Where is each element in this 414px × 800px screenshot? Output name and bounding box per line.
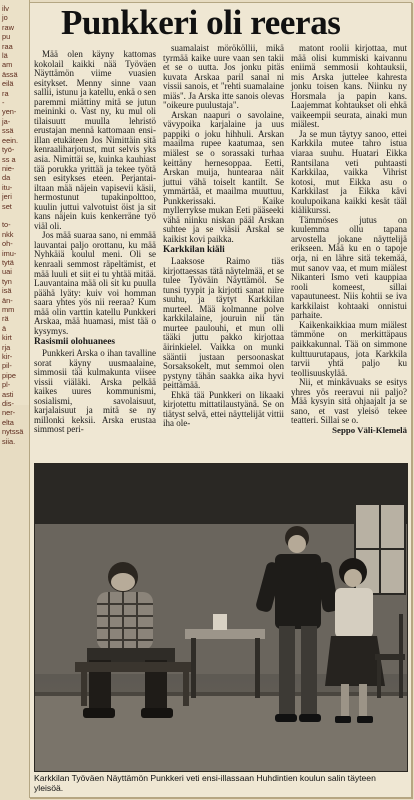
paragraph: matont roolii kirjottaa, mut mää olisi kummiski kaivannu eniimä semmosii kohtauksii, mis Arska juttelee kahresta jonku toisen kans. Niinku ny Horsmala ja papin kans. Laajemmat kohtaukset oli ehkä vaikeempii seurata, ainaki mun miälest. — [291, 43, 407, 130]
article-column-2 — [163, 44, 284, 429]
subheading: Rasismii olohuanees — [34, 337, 116, 348]
paragraph: Laaksose Raimo tiäs kirjottaessas tätä näytelmää, et se tulee Työväin Näyttämöl. Se tunsi tyypit ja kirjotti sanat niire suuhu, ja täytyt Karkkilan murteel. Mää kolmanne polve karkkilalaine, jouruin nii tän murtee paulouhi, et mun olli tääki juttu pakko kirjottaa äirinkielel. Vaikka on munki sääntii justaan persoonaskat Sorsaksokelt, mut semmoi olen pystyny tähän saakka aika hyvi peittämää. — [163, 256, 284, 391]
article-clipping — [29, 2, 412, 798]
paragraph: suamalaist mörököllii, mikä tyrmää kaike uure vaan sen takii et se o uutta. Jos jonku pitäs kuvata Arskaa paril sanal ni vissii sanois, et "rehti suamalaine miäs". Ja Arska itte sanois olevas "oikeure puulustaja". — [163, 43, 284, 111]
article-column-3 — [291, 44, 407, 435]
stage-photo — [34, 463, 408, 772]
paragraph: Ehkä tää Punkkeri on likaaki kirjotettu mittatilaustyänä. Se on tiätyst selvä, ettei näyttelijät vittii iha ole- — [163, 389, 284, 429]
paragraph: Nii, et minkävuaks se esitys yhres yös reeravui nii paljo? Mää kysyin sitä ohjaajalt ja se sano, et vast yleisö tekee teatteri. Sillai se o. — [291, 377, 407, 426]
paragraph: Arskan naapuri o savolaine, vävypoika karjalaine ja uus pappiki o joku hihhuli. Arskan maailma rupee kaatumaa, sen miälest se o sorassaki turhaa keittäny hernesoppaa. Eetti, Arskan muija, huntearaa näit juttui vähä toiselt kantilt. Se ymmärtää, et maailma muuttuu, Punkkerissaki. Kaike myllerrykse mukan Eeti pääseeki vähä niinku niskan pääl Arskan suhtee ja se viäsii Arskal se kaikist kovi paikka. — [163, 109, 284, 244]
paragraph: Punkkeri Arska o ihan tavalline sorat käyny uusmaalaine, simmosii tää kulmakunta viisee vissii viäläki. Arska pelkää kaikes uures kommunismi, sosialismi, savolaisuut, karjalaisuut ja mitä se ny millonki keksii. Arska erustaa simmost peri- — [34, 347, 156, 435]
article-column-1 — [34, 50, 156, 435]
paragraph: Kaikenkaikkiaa mum miälest tämmöne on merkittäpaus paikkakunnal. Tää on simmone kulttuurutapaus, jota Karkkila tarvii yhtä paljo ku teollisuuskylää. — [291, 319, 407, 378]
photo-caption: Karkkilan Työväen Näyttämön Punkkeri veti ensi-illassaan Huhdintien koulun salin täyteen yleisöä. — [34, 773, 376, 793]
stage-photo-illustration — [35, 464, 407, 771]
paragraph: Mää olen käyny kattomas kokolail kaikki nää Työväen Näyttämön viime vuasien esitykset. Menny sinne vaan sallii, istunu ja katellu, enkä o sen paremmi miättiny mitä se jutun meininki o. Vast ny, ku mul oli tilaisuutt muulla lehristö erustajan mennä kattomaan ensi-illan etukäteen Jos Nimittäin sitä kenraaliharjotust, mut selvis yks asia. Nimittäi se, kuinka kauhiast tää porukka yrittää ja tekee työtä sen esitykses eteen. Perjantai-iltaan mää näjein vapisevii käsii, hermostunut tupakinpolttoo, kuulin juttui valvotuist öist ja sit kans näjein kuis kenkerräne työ viäl oli. — [34, 49, 156, 231]
paragraph: Tämmöses jutus on kuulemma ollu tapana arvostella jokane näyttelijä erikseen. Mää ku en o tapoje orja, ni en lähre sitä tekemää, mut sanov vaa, et mum miälest Nikanteri Ismo veti kauppiaa rooli komeest, sillai vapautuneest. Niis kohtii se iva karkkilaist kohtaaki onnistui parhaite. — [291, 214, 407, 321]
adjacent-column-fragment: ilv jo raw pu raa lä am ässä eilä ra - yen- ja- ssä eein. työ- ss a nie- da itu- jeri set to- nkk oh- imu- tytä uai tyn isä än- mm rä ä kirt rja kir- pil- pipe pl- asti dis- ner- elta nytssä siia. — [0, 0, 30, 405]
paragraph: Ja se mun täytyy sanoo, ettei Karkkila mutee tahro istua viaraa suuhu. Huatari Eikka Rantsilana veti puhtaasti Karkkilaa, vaikka Vihrist kotosi, mut Eikka asu o Karkkilast ja Eikka kävi koulupoikana kaikki kesät tääl kiälikurssi. — [291, 128, 407, 216]
subheading: Karkkilan kiäli — [163, 245, 225, 256]
paragraph: Jos mää suaraa sano, ni emmää lauvantai paljo orottanu, ku mää Nyhkäiä koulul meni. Oli se kenraali semmost räpeltämist, et mää luuli et siit ei tu yhtää mitää. Lauvantaina mää oli sit ku puulla päähä lyäty: kuiv voi homman saara yhtes yös nii reeraa? Kum mää olin varttin katellu Punkkeri Arskaa, mää huamasi, mist tää o kysymys. — [34, 230, 156, 336]
article-headline: Punkkeri oli reeras — [61, 3, 341, 42]
byline: Seppo Väli-Klemelä — [332, 424, 407, 435]
